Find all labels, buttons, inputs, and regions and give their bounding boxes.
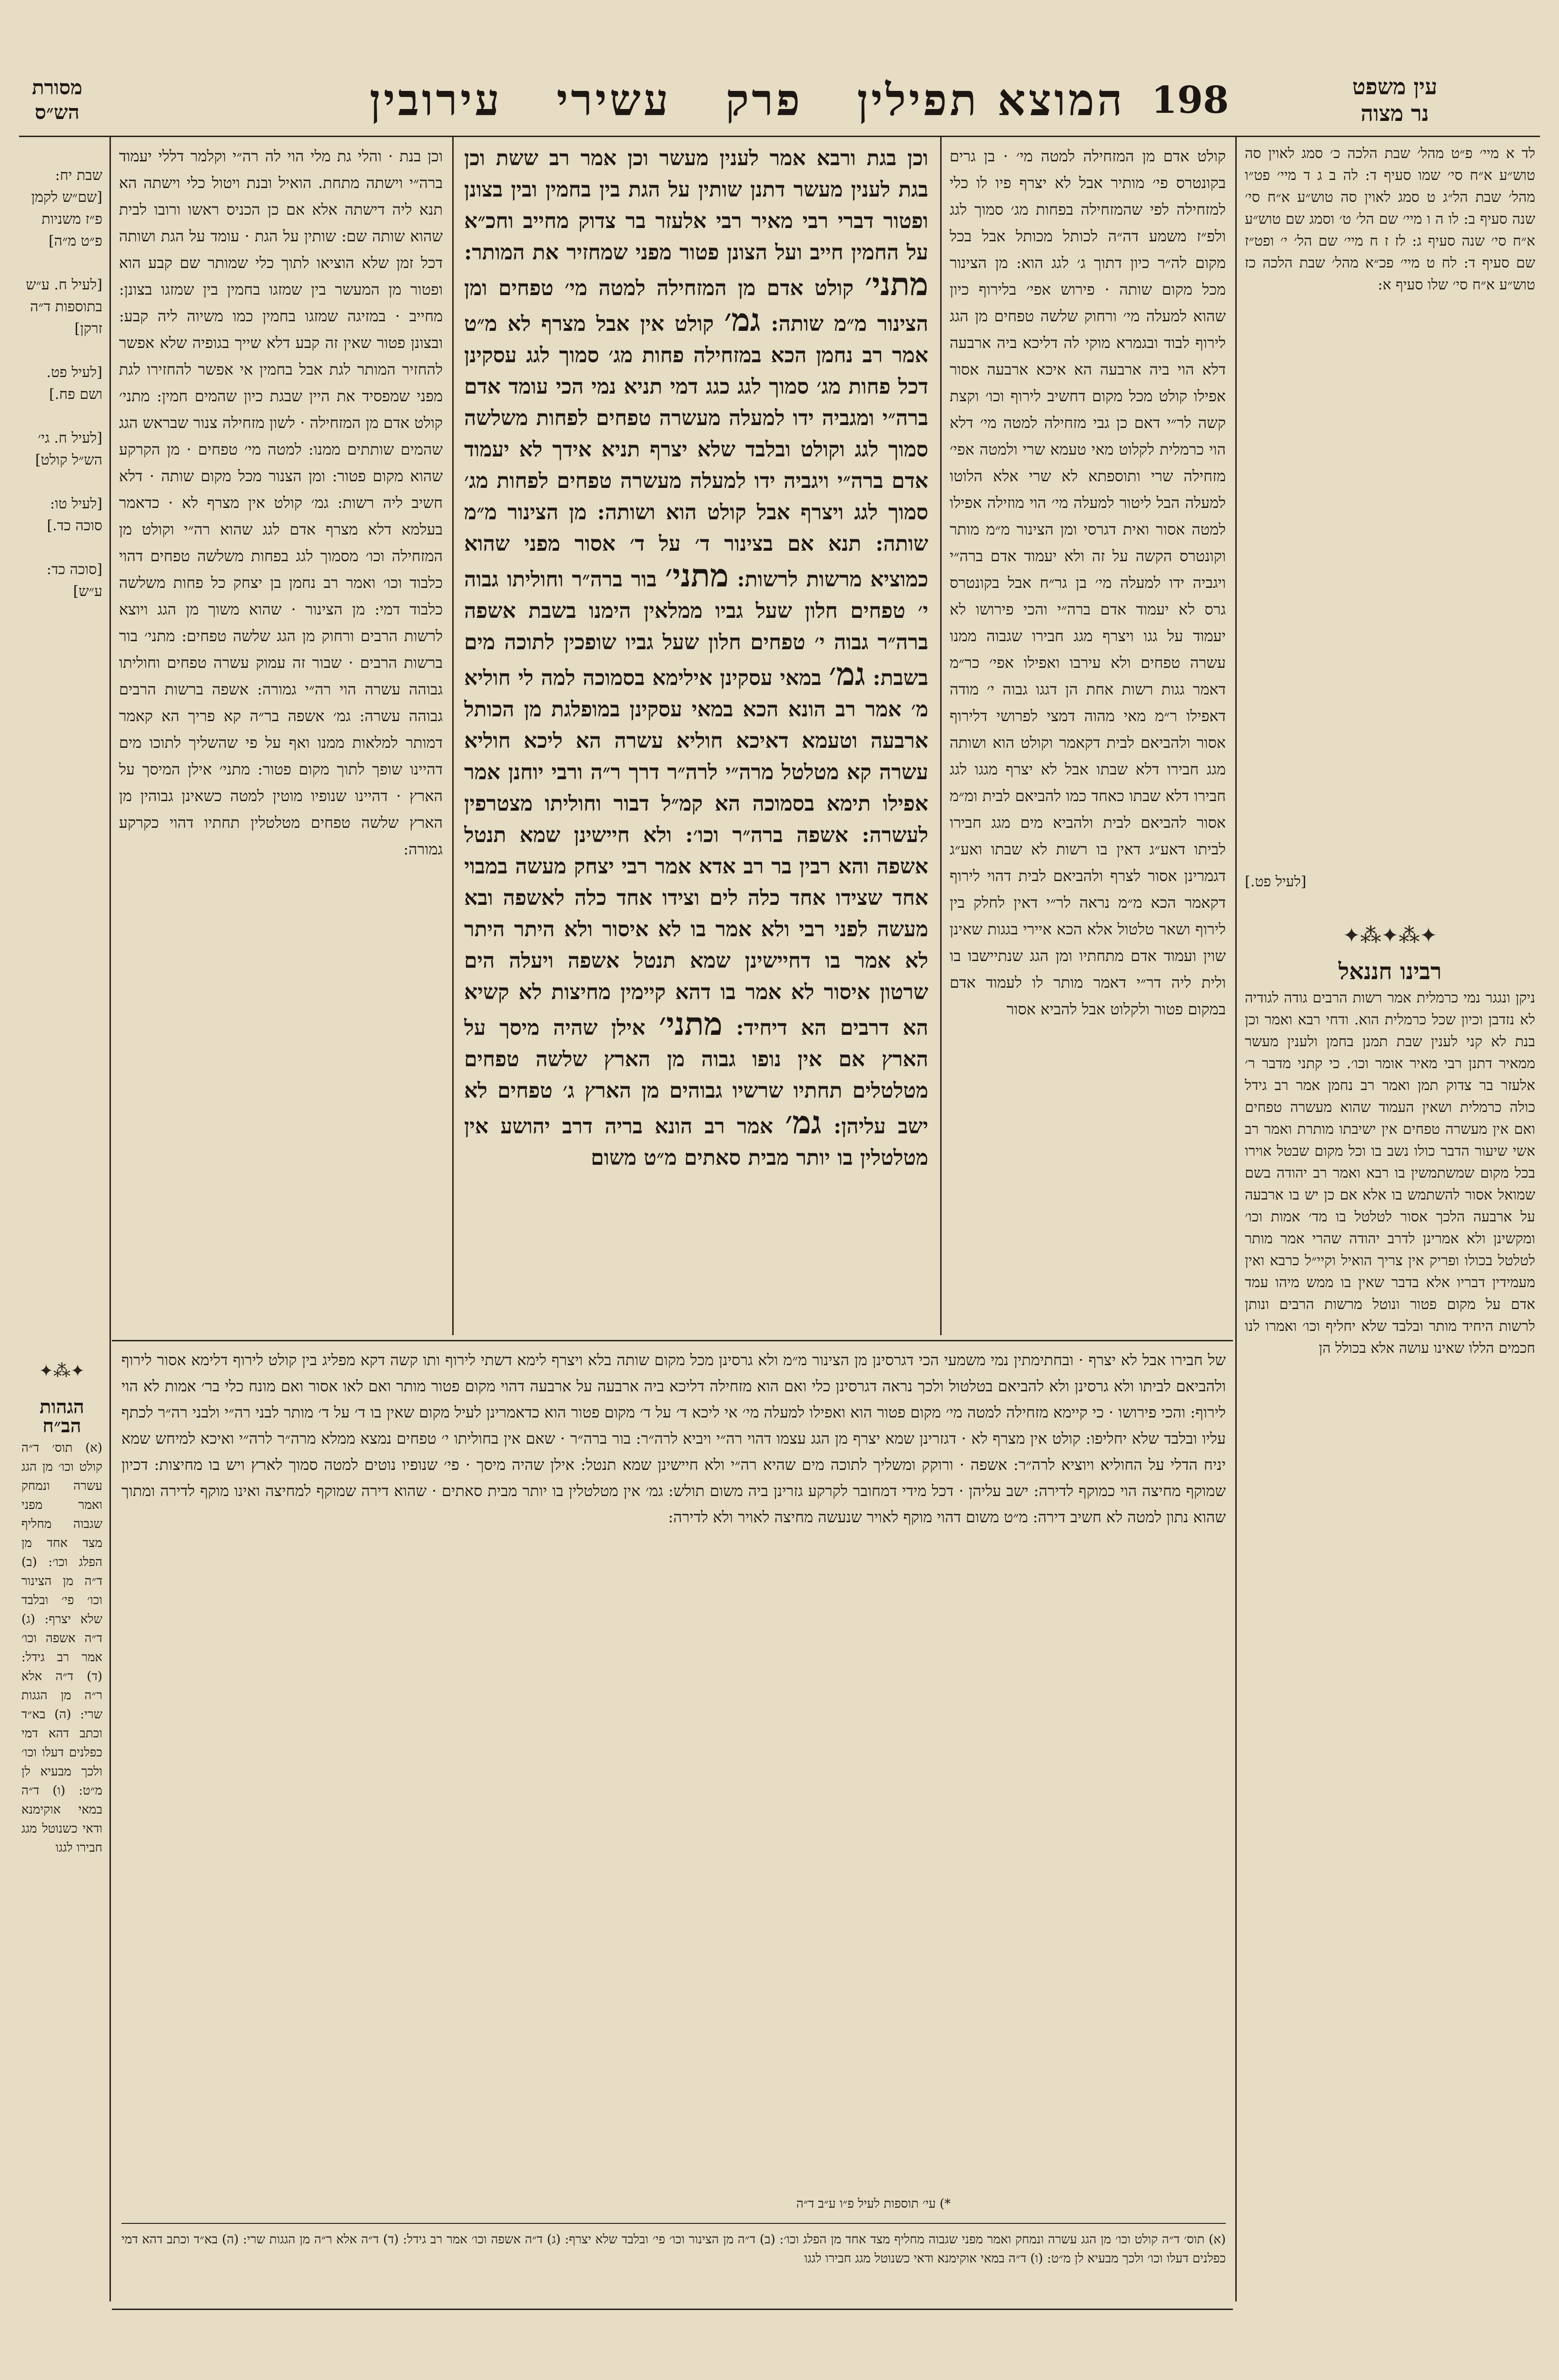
rashi-text: וכן בנת · והלי גת מלי הוי לה רה״י וקלמר דללי יעמוד ברה״י וישתה מתחת. הואיל ובנת ויטול כלי וישתה הא תנא ליה דישתה אלא אם כן הכניס ראשו ורובו לבית שהוא שותה שם: שותין על הגת · עומד על הגת ושותה דכל זמן שלא הוציאו לתוך כלי שמותר שם קבע הוא ופטור מן המעשר בין שמזגו בחמין בין שמזגו בצונן: מחייב · במזיגה שמזגו בחמין כמו משיוה ליה קבע: ובצונן פטור שאין זה קבע דלא שייך בגופיה שלא אפשר להחזיר המותר לגת אבל בחמין אי אפשר להחזירו לגת מפני שמפסיד את היין שבגת כיון שהמים חמין: מתני׳ קולט אדם מן המזחילה · לשון מזחילה צנור שבראש הגג שהמים שותתים ממנו: למטה מי׳ טפחים · מן הקרקע שהוא מקום פטור: ומן הצנור מכל מקום שותה · דלא חשיב ליה רשות: גמ׳ קולט אין מצרף לא · כדאמר בעלמא דלא מצרף אדם לגג שהוא רה״י וקולט מן המזחילה וכו׳ מסמוך לגג בפחות משלשה טפחים דהוי כלבוד וכו׳ ואמר רב נחמן בן יצחק כל פחות משלשה כלבוד דמי: מן הצינור · שהוא משוך מן הגג ויוצא לרשות הרבים ורחוק מן הגג שלשה טפחים: מתני׳ בור ברשות הרבים · שבור זה עמוק עשרה טפחים וחוליתו גבוהה עשרה הוי רה״י גמורה: אשפה ברשות הרבים גבוהה עשרה: גמ׳ אשפה בר״ה קא פריך הא קאמר דמותר למלאות ממנו ואף על פי שהשליך לתוכו מים דהיינו שופך לתוך מקום פטור: מתני׳ אילן המיסך על הארץ · דהיינו שנופיו מוטין למטה כשאינן גבוהין מן הארץ שלשה טפחים מטלטלין תחתיו דהוי כקרקע גמורה:	[119, 147, 443, 858]
rabbeinu-chananel-column	[1245, 957, 1535, 2290]
bracket-note-text: [לעיל פט.]	[1245, 873, 1307, 890]
footer-rule	[112, 2309, 1233, 2310]
column-rule-main-rashi	[452, 136, 454, 1335]
masoret-hashas-column	[21, 143, 102, 1428]
tosafot-text: קולט אדם מן המזחילה למטה מי׳ · בן גרים בקונטרס פי׳ מותיר אבל לא יצרף פיו לו כלי למזחילה לפי שהמזחילה בפחות מג׳ סמוך לגג ולפ״ז משמע דה״ה לכותל מכותל אבל בכל מקום לה״ר כיון דתוך ג׳ לגג הוא: מן הצינור מכל מקום שותה · פירוש אפי׳ בלירוף כיון שהוא למעלה מי׳ ורחוק שלשה טפחים מן הגג לירוף לבוד ובגמרא מוקי לה דליכא ביה ארבעה דלא הוי ביה ארבעה הא איכא ארבעה אסור אפילו קולט מכל מקום דחשיב לירוף וכו׳ וקצת קשה לר״י דאם כן גבי מזחילה למטה מי׳ דלא הוי כרמלית לקלוט מאי טעמא שרי ולמטה אפי׳ מזחילה שרי ותוספתא לא שרי אלא הלוטו למעלה הבל ליטור למעלה מי׳ הוי מוזילה אפילו למטה אסור ואית דגרסי ומן הצינור מ״מ מותר וקונטרס הקשה על זה ולא יעמוד אדם ברה״י ויגביה ידו למעלה מי׳ בן גר״ח אבל בקונטרס גרס לא יעמוד אדם ברה״י והכי פירושו לא יעמוד על גגו ויצרף מגג חבירו שגבוה ממנו עשרה טפחים ולא עירבו ואפילו אפי׳ כר״מ דאמר גגות רשות אחת הן דגגו גבוה י׳ מודה דאפילו ר״מ מאי מהוה דמצי לפרושי דלירוף אסור ולהביאם לבית דקאמר וקולט הוא ושותה מגג חבירו דלא שבתו אבל לא יצרף מגגו לגג חבירו דלא שבתו כאחד כמו להביאם לבית ומ״מ אסור להביאם לבית ולהביא מים מגג חבירו לביתו דאע״ג דאין בו רשות לא שבתו ואע״ג דגמרינן אסור לצרף ולהביאם לבית דהוי לירוף דקאמר הכא מ״מ נראה לר״י דאין לחלק בין לירוף ושאר טלטול אלא הכא איירי בגגות שאינן שוין ועמוד אדם מתחתיו ומן הגג שנתיישבו בו ולית ליה דר״י דאמר מותר לו לעמוד אדם במקום פטור ולקלוט אבל להביא אסור	[950, 147, 1226, 1018]
hagahot-habach-column	[21, 1395, 102, 2299]
rabbeinu-chananel-title: רבינו חננאל	[1338, 958, 1442, 985]
gemara-3: אמר רב הונא בריה דרב יהושע אין מטלטלין בו יותר מבית סאתים מ״ט משום	[464, 1114, 928, 1170]
bottom-section-rule	[112, 1340, 1233, 1341]
gemara-opening: וכן בגת ורבא אמר לענין מעשר וכן אמר רב ששת וכן בגת לענין מעשר	[464, 146, 928, 202]
footnote-rule	[121, 2223, 1226, 2224]
bottom-commentary-text: של חבירו אבל לא יצרף · ובחתימתין נמי משמעי הכי דגרסינן מן הצינור מ״מ ולא גרסינן מכל מקום שותה בלא ויצרף לימא דשתי לירוף ותו קשה דקא מפליג בין קולט לירוף דלימא אסור לירוף ולהביאם לביתו ולא גרסינן ולא להביאם בטלטול ולכך נראה דגרסינן כלי ואם הוא מזחילה דליכא ביה ארבעה על ארבעה דהוי מקום פטור מותר ואם לאו אסור ואם מונח כלי בר׳ אמות לא הוי לירוף: והכי פירושו · כי קיימא מזחילה למטה מי׳ מקום פטור הוא ואפילו למעלה מי׳ אי ליכא ד׳ על ד׳ מקום פטור הוא כדאמרינן לעיל מקום שאין בו ד׳ על ד׳ מותר לבני רה״י ולבני רה״ר לכתף עליו ובלבד שלא יחליפו: קולט אין מצרף לא · דגזרינן שמא יצרף מן הגג עצמו דהוי רה״י ויביא לרה״ר: בור ברה״ר · שאם אין בחוליתו י׳ טפחים נמצא ממלא מרה״ר לרה״י ואיכא למיחש שמא יניח הדלי על החוליא ויוציא לרה״ר: אשפה · ורוקק ומשליך לתוכה מים שהיא רה״י ולא חיישינן שמא תנטל: אילן שהיה מיסך · פי׳ שנופיו נוטים למטה סמוך לארץ ויש בו מחיצות: דכיון שמוקף מחיצה הוי כמוקף לדירה: ישב עליהן · דכל מידי דמחובר לקרקע גזרינן ביה משום תולש: גמ׳ אין מטלטלין בו יותר מבית סאתים · שהוא דירה שמוקף למחיצה ואינו מוקף לדירה ומתוך שהוא נתון למטה לא חשיב דירה: מ״ט משום דהוי מוקף לאויר שנעשה מחיצה לאויר ולא לדירה:	[121, 1351, 1226, 1526]
page-number: 198	[1151, 78, 1229, 122]
bottom-notes-text: (א) תוס׳ ד״ה קולט וכו׳ מן הגג עשרה ונמחק ואמר מפני שגבוה מחליף מצד אחד מן הפלג וכו׳: (ב) ד״ה מן הצינור וכו׳ פי׳ ובלבד שלא יצרף: (ג) ד״ה אשפה וכו׳ אמר רב גידל: (ד) ד״ה אלא ר״ה מן הגגות שרי: (ה) בא״ד וכתב דהא דמי כפלנים דעלו וכו׳ ולכך מבעיא לן מ״ט: (ו) ד״ה במאי אוקימנא ודאי כשנוטל מגג חבירו לגגו	[121, 2232, 1226, 2266]
ein-mishpat-column	[1245, 143, 1535, 857]
ein-mishpat-heading: עין משפט נר מצוה	[1352, 74, 1438, 126]
mishnah-4-label: מתני׳	[659, 1005, 723, 1042]
gemara-main-column	[464, 143, 928, 1333]
page-title: המוצא תפילין פרק עשירי עירובין	[369, 74, 1125, 126]
mishnah-3-label: מתני׳	[665, 557, 729, 594]
ein-mishpat-bracket-note	[1245, 871, 1535, 900]
bottom-notes-fill	[121, 2230, 1226, 2301]
footnote-text: *) עי׳ תוספות לעיל פ״ו ע״ב ד״ה	[796, 2197, 951, 2211]
ornament-divider-right: ✦⁂✦⁂✦	[1342, 923, 1438, 948]
masoret-hashas-text: שבת יח: [שם״ש לקמן פ״ז משניות פ״ט מ״ה] [לעיל ח. ע״ש בתוספות ד״ה זרקן] [לעיל פט. ושם פח.] [לעיל ח. גי׳ הש״ל קולט] [לעיל טו: סוכה כד.] [סוכה כד: ע״ש]	[26, 167, 102, 600]
column-rule-right-margin	[1235, 136, 1237, 2301]
rabbeinu-chananel-text: ניקן ונגגר נמי כרמלית אמר רשות הרבים גודה לגודיה לא נזדבן וכיון שכל כרמלית הוא. ודחי רבא ואמר וכן בנת לא קני לענין שבת תמנן בחמן ולענין מעשר ממאיר דתנן רבי מאיר אומר וכו׳. כי קתני מדבר ר׳ אלעזר בר צדוק תמן ואמר רב נחמן אמר רב גידל כולה כרמלית ושאין העמוד שהוא מעשרה טפחים ואם אין מעשרה טפחים אין ישיבתו מותרת ואמר רב אשי שיעור הדבר כולו נשב בו וכל מקום שבטל אוירו בכל מקום שמשתמשין בו רבא ואמר רב יהודה בשם שמואל אסור להשתמש בו אלא אם כן יש בו ארבעה על ארבעה הלכך אסור לטלטל בו מד׳ אמות וכו׳ ומקשינן ולא אמרינן לדרב יהודה שהרי אמר מותר לטלטל בכולו ופריק אין צריך הואיל וקיי״ל כרבא ואין מעמידין דבריו אלא בדבר שאין בו ממש מיהו עמד אדם על מקום פטור ונוטל מרשות הרבים ונותן לרשות היחיד מותר ובלבד שלא יחליף וכו׳ ואמרו לנו חכמים הללו שאינו עושה אלא בכולל הן	[1245, 990, 1535, 1357]
ornament-divider-left: ✦⁂✦	[39, 1361, 85, 1381]
hagahot-habach-title: הגהות הב״ח	[40, 1396, 84, 1437]
ein-mishpat-text: לד א מיי׳ פ״ט מהל׳ שבת הלכה כ׳ סמג לאוין סה טוש״ע א״ח סי׳ שמו סעיף ד: לה ב ג ד מיי׳ פט״ו מהל׳ שבת הל״ג ט סמג לאוין סה טוש״ע א״ח סי׳ שנה סעיף ב: לו ה ו מיי׳ שם הל׳ ט׳ וסמג שם טוש״ע א״ח סי׳ שנה סעיף ג: לז ז ח מיי׳ שם הל׳ י׳ ופט״ז שם סעיף ד: לח ט מיי׳ פכ״א מהל׳ שבת הלכה כז טוש״ע א״ח סי׳ שלו סעיף א:	[1245, 145, 1535, 293]
rashi-column	[119, 143, 443, 1333]
mishnah-1: דתנן שותין על הגת בין בחמין ובין בצונן ופטור דברי רבי מאיר רבי אלעזר בר צדוק מחייב וחכ״א על החמין חייב ועל הצונן פטור מפני שמחזיר את המותר:	[464, 178, 928, 265]
gemara-3-label: גמ׳	[785, 1104, 822, 1141]
mishnah-2: קולט אדם מן המזחילה למטה מי׳ טפחים ומן הצינור מ״מ שותה:	[464, 276, 928, 336]
masoret-hashas-heading: מסורת הש״ס	[32, 76, 82, 124]
bottom-commentary	[121, 1347, 1226, 2190]
header-rule	[19, 136, 1540, 137]
mishnah-4: אילן שהיה מיסך על הארץ אם אין נופו גבוה מן הארץ שלשה טפחים מטלטלים תחתיו שרשיו גבוהים מן הארץ ג׳ טפחים לא ישב עליהן:	[464, 1016, 928, 1139]
mishnah-2-label: מתני׳	[864, 266, 928, 303]
tosafot-column	[950, 143, 1226, 1333]
column-rule-tosafot-main	[940, 136, 942, 1335]
mishnah-3: בור ברה״ר וחוליתו גבוה י׳ טפחים חלון שעל גביו ממלאין הימנו בשבת אשפה ברה״ר גבוה י׳ טפחים חלון שעל גביו שופכין לתוכה מים בשבת:	[464, 567, 928, 690]
gemara-2: במאי עסקינן אילימא בסמוכה למה לי חוליא מ׳ אמר רב הונא הכא במאי עסקינן במופלגת מן הכותל ארבעה וטעמא דאיכא חוליא עשרה הא ליכא חוליא עשרה קא מטלטל מרה״י לרה״ר דרך ר״ה ורבי יוחנן אמר אפילו תימא בסמוכה הא קמ״ל דבור וחוליתו מצטרפין לעשרה: אשפה ברה״ר וכו׳: ולא חיישינן שמא תנטל אשפה והא רבין בר רב אדא אמר רבי יצחק מעשה במבוי אחד שצידו אחד כלה לים וצידו אחד כלה לאשפה ובא מעשה לפני רבי ולא אמר בו לא איסור ולא היתר היתר לא אמר בו דחיישינן שמא תנטל אשפה ויעלה הים שרטון איסור לא אמר בו דהא קיימין מחיצות לא קשיא הא דרבים הא דיחיד:	[464, 666, 928, 1040]
gemara-1: קולט אין אבל מצרף לא מ״ט אמר רב נחמן הכא במזחילה פחות מג׳ סמוך לגג עסקינן דכל פחות מג׳ סמוך לגג כגג דמי תניא נמי הכי עומד אדם ברה״י ומגביה ידו למעלה מעשרה טפחים לפחות משלשה סמוך לגג וקולט ובלבד שלא יצרף תניא אידך לא יעמוד אדם ברה״י ויגביה ידו למעלה מעשרה טפחים לפחות מג׳ סמוך לגג ויצרף אבל קולט הוא ושותה: מן הצינור מ״מ שותה: תנא אם בצינור ד׳ על ד׳ אסור מפני שהוא כמוציא מרשות לרשות:	[464, 312, 928, 592]
hagahot-habach-text: (א) תוס׳ ד״ה קולט וכו׳ מן הגג עשרה ונמחק ואמר מפני שגבוה מחליף מצד אחד מן הפלג וכו׳: (ב) ד״ה מן הצינור וכו׳ פי׳ ובלבד שלא יצרף: (ג) ד״ה אשפה וכו׳ אמר רב גידל: (ד) ד״ה אלא ר״ה מן הגגות שרי: (ה) בא״ד וכתב דהא דמי כפלנים דעלו וכו׳ ולכך מבעיא לן מ״ט: (ו) ד״ה במאי אוקימנא ודאי כשנוטל מגג חבירו לגגו	[21, 1441, 102, 1855]
bottom-footnote	[524, 2194, 1223, 2218]
column-rule-left-margin	[109, 136, 111, 2301]
gemara-1-label: גמ׳	[724, 301, 761, 338]
gemara-2-label: גמ׳	[829, 655, 865, 693]
